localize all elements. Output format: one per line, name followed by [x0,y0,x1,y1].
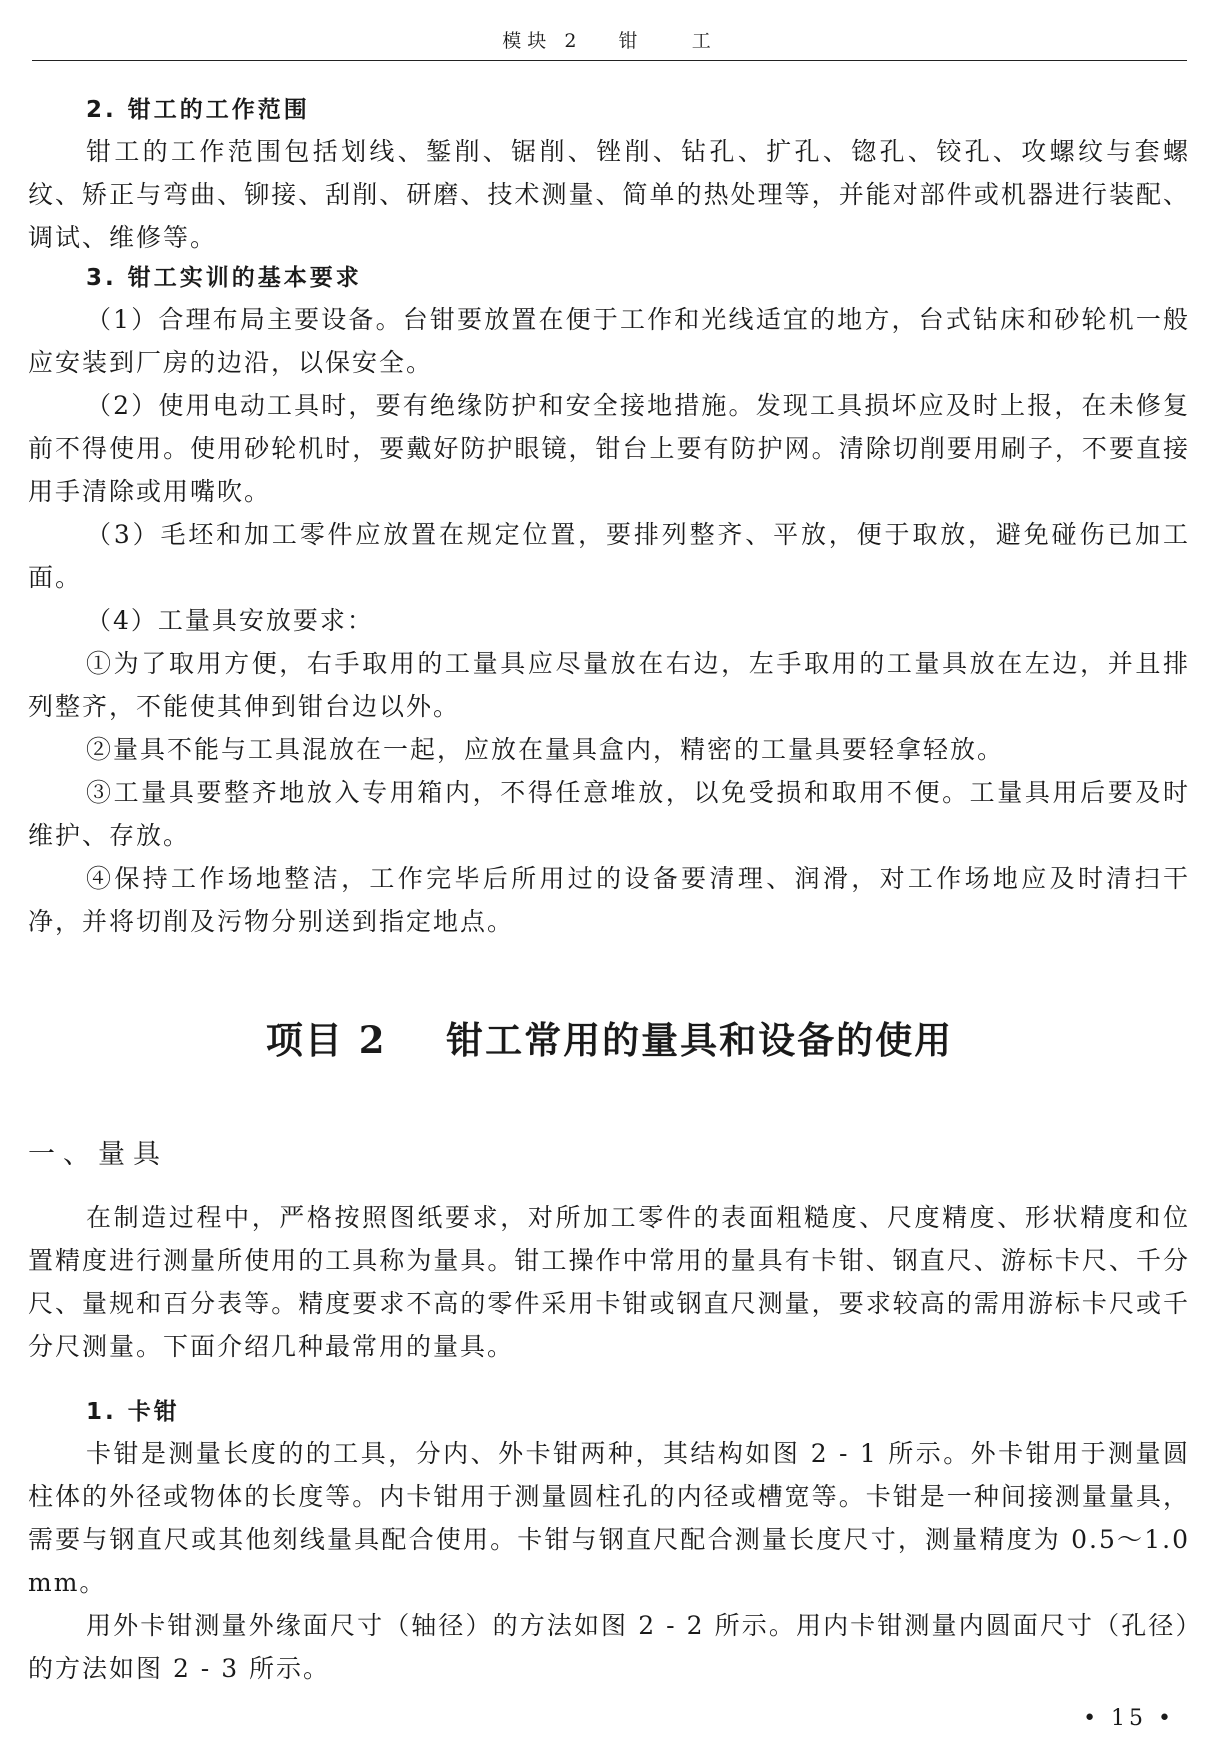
paragraph: （1）合理布局主要设备。台钳要放置在便于工作和光线适宜的地方，台式钻床和砂轮机一般应安装到厂房的边沿，以保安全。 [28,305,1190,377]
paragraph: （2）使用电动工具时，要有绝缘防护和安全接地措施。发现工具损坏应及时上报，在未修复前不得使用。使用砂轮机时，要戴好防护眼镜，钳台上要有防护网。清除切削要用刷子，不要直接用手清除或用嘴吹。 [28,391,1190,506]
project-title: 项目 2 钳工常用的量具和设备的使用 [265,1018,954,1062]
section-title: 2. 钳工的工作范围 [86,97,310,123]
paragraph: 在制造过程中，严格按照图纸要求，对所加工零件的表面粗糙度、尺度精度、形状精度和位置精度进行测量所使用的工具称为量具。钳工操作中常用的量具有卡钳、钢直尺、游标卡尺、千分尺、量规和百分表等。精度要求不高的零件采用卡钳或钢直尺测量，要求较高的需用游标卡尺或千分尺测量。下面介绍几种最常用的量具。 [28,1203,1190,1361]
section-title: 3. 钳工实训的基本要求 [86,265,362,291]
section-title: 1. 卡钳 [86,1399,180,1425]
paragraph: 卡钳是测量长度的的工具，分内、外卡钳两种，其结构如图 2 - 1 所示。外卡钳用于测量圆柱体的外径或物体的长度等。内卡钳用于测量圆柱孔的内径或槽宽等。卡钳是一种间接测量量具，需要与钢直尺或其他刻线量具配合使用。卡钳与钢直尺配合测量长度尺寸，测量精度为 0.5～1.0mm。 [28,1439,1190,1597]
section-training-requirements [28,258,1190,943]
section-measuring-tools [28,1196,1190,1368]
paragraph: ②量具不能与工具混放在一起，应放在量具盒内，精密的工量具要轻拿轻放。 [86,735,1005,764]
header-title: 模块 2 钳 工 [502,30,717,52]
paragraph: ①为了取用方便，右手取用的工量具应尽量放在右边，左手取用的工量具放在左边，并且排列整齐，不能使其伸到钳台边以外。 [28,649,1190,721]
paragraph: 用外卡钳测量外缘面尺寸（轴径）的方法如图 2 - 2 所示。用内卡钳测量内圆面尺寸（孔径）的方法如图 2 - 3 所示。 [28,1611,1190,1683]
section-work-scope [28,90,1190,259]
paragraph: （3）毛坯和加工零件应放置在规定位置，要排列整齐、平放，便于取放，避免碰伤已加工面。 [28,520,1190,592]
chapter-heading: 一、量具 [28,1139,168,1170]
paragraph: 钳工的工作范围包括划线、錾削、锯削、锉削、钻孔、扩孔、锪孔、铰孔、攻螺纹与套螺纹、矫正与弯曲、铆接、刮削、研磨、技术测量、简单的热处理等，并能对部件或机器进行装配、调试、维修等。 [28,137,1190,252]
paragraph: ④保持工作场地整洁，工作完毕后所用过的设备要清理、润滑，对工作场地应及时清扫干净，并将切削及污物分别送到指定地点。 [28,864,1190,936]
paragraph: ③工量具要整齐地放入专用箱内，不得任意堆放，以免受损和取用不便。工量具用后要及时维护、存放。 [28,778,1190,850]
page-number: • 15 • [1083,1706,1175,1731]
running-header [32,22,1187,61]
section-caliper [28,1392,1190,1690]
paragraph: （4）工量具安放要求： [86,606,374,635]
